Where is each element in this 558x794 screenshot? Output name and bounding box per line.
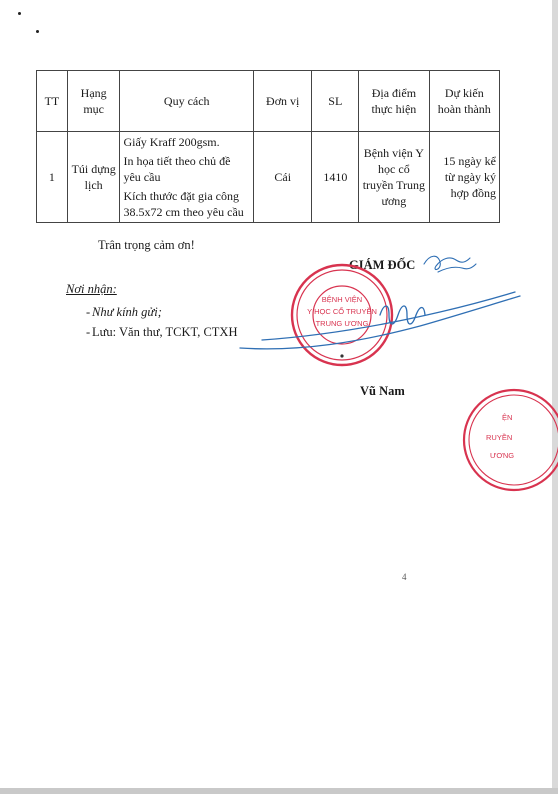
closing-text: Trân trọng cảm ơn! bbox=[98, 238, 195, 252]
cell-dia-diem: Bệnh viện Y học cổ truyền Trung ương bbox=[359, 132, 429, 223]
cell-tt: 1 bbox=[37, 132, 68, 223]
recipient-bullet: - bbox=[86, 325, 91, 339]
spec-line: Giấy Kraff 200gsm. bbox=[123, 135, 220, 149]
page-number: 4 bbox=[402, 572, 407, 582]
seal-line: BỆNH VIỆN bbox=[321, 295, 363, 304]
header-quy-cach: Quy cách bbox=[120, 71, 254, 132]
spec-line: In họa tiết theo chủ đề yêu cầu bbox=[123, 154, 231, 184]
partial-seal bbox=[464, 390, 558, 490]
header-dia-diem: Địa điểm thực hiện bbox=[359, 71, 429, 132]
cell-sl: 1410 bbox=[312, 132, 359, 223]
header-tt: TT bbox=[37, 71, 68, 132]
recipient-bullet: - bbox=[86, 305, 91, 319]
recipient-text: Như kính gửi; bbox=[92, 305, 162, 319]
recipients-title: Nơi nhận: bbox=[66, 282, 117, 296]
header-sl: SL bbox=[312, 71, 359, 132]
cell-don-vi: Cái bbox=[253, 132, 311, 223]
seal-line: TRUNG ƯƠNG bbox=[315, 319, 369, 328]
initials-signature bbox=[424, 256, 476, 272]
header-du-kien: Dự kiến hoàn thành bbox=[429, 71, 499, 132]
header-hang-muc: Hạng mục bbox=[67, 71, 120, 132]
seal-fragment: ỆN bbox=[502, 413, 513, 422]
director-title: GIÁM ĐỐC bbox=[349, 258, 416, 272]
red-seal bbox=[292, 265, 392, 365]
cell-hang-muc: Túi dựng lịch bbox=[67, 132, 120, 223]
recipient-text: Lưu: Văn thư, TCKT, CTXH bbox=[92, 325, 238, 339]
seal-fragment: ƯƠNG bbox=[490, 451, 515, 460]
spec-line: Kích thước đặt gia công 38.5x72 cm theo yêu cầu bbox=[123, 189, 244, 219]
director-name: Vũ Nam bbox=[360, 384, 405, 398]
header-don-vi: Đơn vị bbox=[253, 71, 311, 132]
seal-fragment: RUYỀN bbox=[486, 433, 513, 442]
signature-scribble bbox=[240, 292, 520, 349]
cell-du-kien: 15 ngày kể từ ngày ký hợp đồng bbox=[429, 132, 499, 223]
seal-line: Y HỌC CỔ TRUYỀN bbox=[307, 307, 377, 316]
